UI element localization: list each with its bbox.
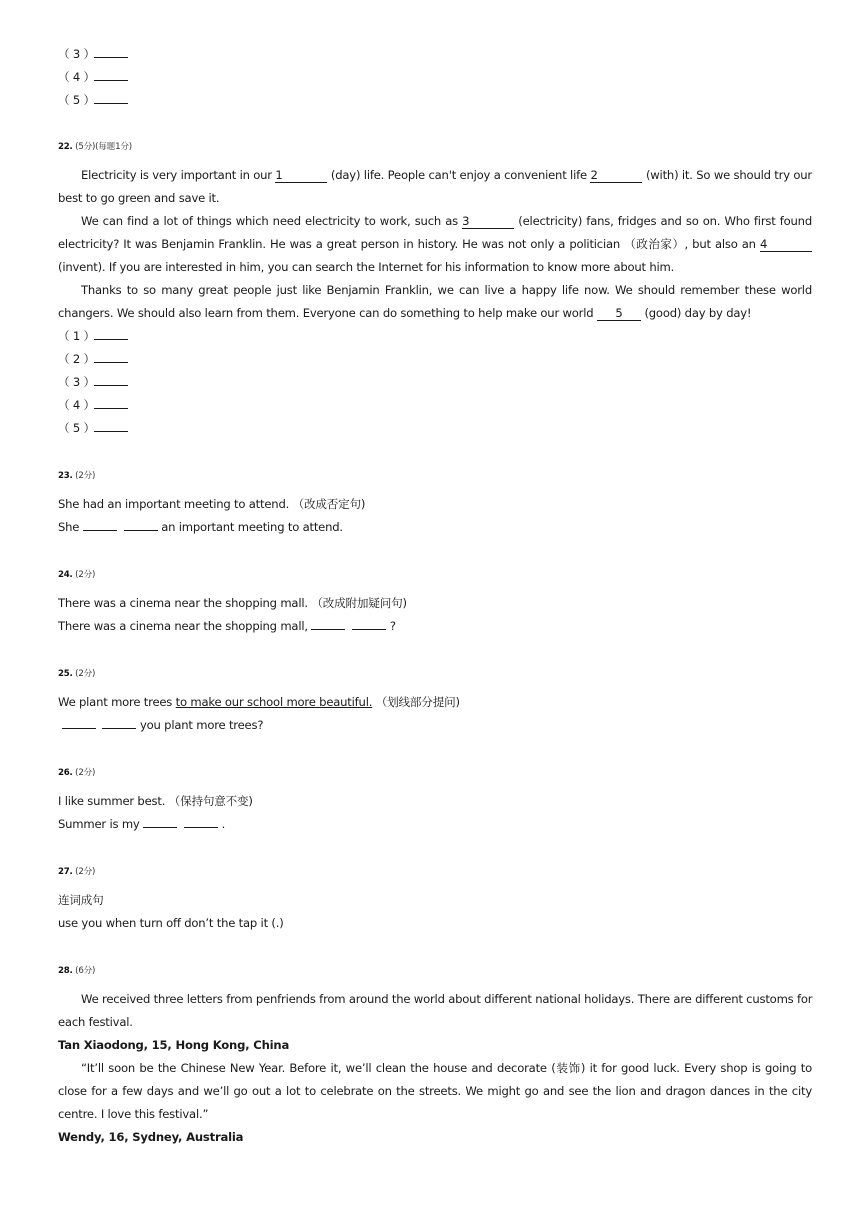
blank-3[interactable]: 3 — [462, 215, 514, 229]
passage-line: (invent). If you are interested in him, you can search the Internet for his information to know more about him. — [58, 260, 675, 274]
answer-line — [58, 814, 812, 834]
answer-label: （ 3 ） — [58, 47, 95, 61]
blank-2[interactable]: 2 — [590, 169, 642, 183]
answer-line — [58, 372, 812, 392]
answer-label: （ 1 ） — [58, 329, 95, 343]
answer-blank[interactable] — [62, 728, 96, 729]
answer-label: （ 3 ） — [58, 375, 95, 389]
answer-text: an important meeting to attend. — [161, 520, 343, 534]
prompt-text: We plant more trees — [58, 695, 173, 709]
question-score: (2分) — [75, 471, 96, 481]
passage-text: (day) life. People can't enjoy a convenient life — [330, 168, 587, 182]
question-number: 22. — [58, 142, 73, 152]
answer-label: （ 4 ） — [58, 70, 95, 84]
question-score: (2分) — [75, 669, 96, 679]
answer-label: （ 4 ） — [58, 398, 95, 412]
question-prompt: She had an important meeting to attend. （改成否定句) — [58, 497, 366, 511]
passage-text: (with) it. So we should try our — [645, 168, 812, 182]
answer-text: . — [221, 817, 226, 831]
answer-line — [58, 715, 812, 735]
answer-label: （ 5 ） — [58, 93, 95, 107]
answer-blank[interactable] — [94, 385, 128, 386]
answer-blank[interactable] — [94, 80, 128, 81]
passage-line — [58, 211, 812, 231]
passage-line — [58, 234, 812, 254]
answer-line — [58, 418, 812, 438]
answer-blank[interactable] — [143, 827, 177, 828]
question-header — [58, 565, 812, 585]
blank-5[interactable]: 5 — [597, 307, 641, 321]
question-title: 连词成句 — [58, 893, 104, 907]
answer-blank[interactable] — [94, 431, 128, 432]
passage-text: (electricity) fans, fridges and so on. Who first found — [518, 214, 812, 228]
question-score: (2分) — [75, 570, 96, 580]
answer-blank[interactable] — [184, 827, 218, 828]
question-header — [58, 664, 812, 684]
passage-line: each festival. — [58, 1015, 133, 1029]
question-number: 25. — [58, 669, 73, 679]
passage-line: “It’ll soon be the Chinese New Year. Before it, we’ll clean the house and decorate (装饰) it for good luck. Every shop is going to — [81, 1061, 812, 1075]
answer-blank[interactable] — [94, 103, 128, 104]
answer-blank[interactable] — [83, 530, 117, 531]
passage-line: close for a few days and we’ll go out a lot to celebrate on the streets. We might go and see the lion and dragon dances in the city — [58, 1084, 812, 1098]
answer-text: She — [58, 520, 80, 534]
question-score: (2分) — [75, 867, 96, 877]
passage-text: We can find a lot of things which need electricity to work, such as — [81, 214, 458, 228]
passage-text: Electricity is very important in our — [81, 168, 272, 182]
question-header — [58, 961, 812, 981]
answer-line — [58, 517, 812, 537]
answer-blank[interactable] — [102, 728, 136, 729]
question-number: 27. — [58, 867, 73, 877]
answer-line — [58, 67, 812, 87]
question-score: (5分)(每题1分) — [75, 142, 132, 152]
answer-line — [58, 44, 812, 64]
question-number: 24. — [58, 570, 73, 580]
answer-line — [58, 616, 812, 636]
answer-label: （ 2 ） — [58, 352, 95, 366]
answer-blank[interactable] — [311, 629, 345, 630]
passage-line: best to go green and save it. — [58, 191, 220, 205]
passage-text: (good) day by day! — [644, 306, 752, 320]
question-header — [58, 137, 812, 157]
question-score: (2分) — [75, 768, 96, 778]
answer-text: Summer is my — [58, 817, 140, 831]
letter-writer: Tan Xiaodong, 15, Hong Kong, China — [58, 1038, 290, 1052]
question-prompt: There was a cinema near the shopping mall. （改成附加疑问句) — [58, 596, 407, 610]
blank-1[interactable]: 1 — [275, 169, 327, 183]
question-prompt — [58, 692, 812, 712]
passage-text: changers. We should also learn from them. Everyone can do something to help make our world — [58, 306, 594, 320]
underlined-phrase: to make our school more beautiful. — [175, 695, 373, 709]
answer-blank[interactable] — [352, 629, 386, 630]
answer-text: ? — [389, 619, 396, 633]
passage-line: centre. I love this festival.” — [58, 1107, 209, 1121]
passage-line: Thanks to so many great people just like Benjamin Franklin, we can live a happy life now. We should remember these world — [81, 283, 812, 297]
blank-4[interactable]: 4 — [760, 238, 812, 252]
answer-blank[interactable] — [94, 57, 128, 58]
answer-text: There was a cinema near the shopping mall, — [58, 619, 308, 633]
passage-text: electricity? It was Benjamin Franklin. He was a great person in history. He was not only a politician （政治家）, but also an — [58, 237, 756, 251]
passage-line: We received three letters from penfriends from around the world about different national holidays. There are different customs for — [81, 992, 813, 1006]
prompt-text: （划线部分提问) — [375, 695, 460, 709]
question-header — [58, 466, 812, 486]
question-number: 28. — [58, 966, 73, 976]
answer-label: （ 5 ） — [58, 421, 95, 435]
answer-text: you plant more trees? — [139, 718, 264, 732]
scrambled-words: use you when turn off don’t the tap it (.) — [58, 916, 284, 930]
question-header — [58, 862, 812, 882]
answer-line — [58, 395, 812, 415]
answer-line — [58, 326, 812, 346]
answer-line — [58, 349, 812, 369]
question-number: 26. — [58, 768, 73, 778]
passage-line — [58, 165, 812, 185]
answer-blank[interactable] — [124, 530, 158, 531]
letter-writer: Wendy, 16, Sydney, Australia — [58, 1130, 244, 1144]
answer-blank[interactable] — [94, 339, 128, 340]
passage-line — [58, 303, 812, 323]
question-header — [58, 763, 812, 783]
question-number: 23. — [58, 471, 73, 481]
question-prompt: I like summer best. （保持句意不变) — [58, 794, 253, 808]
answer-line — [58, 90, 812, 110]
answer-blank[interactable] — [94, 362, 128, 363]
question-score: (6分) — [75, 966, 96, 976]
answer-blank[interactable] — [94, 408, 128, 409]
